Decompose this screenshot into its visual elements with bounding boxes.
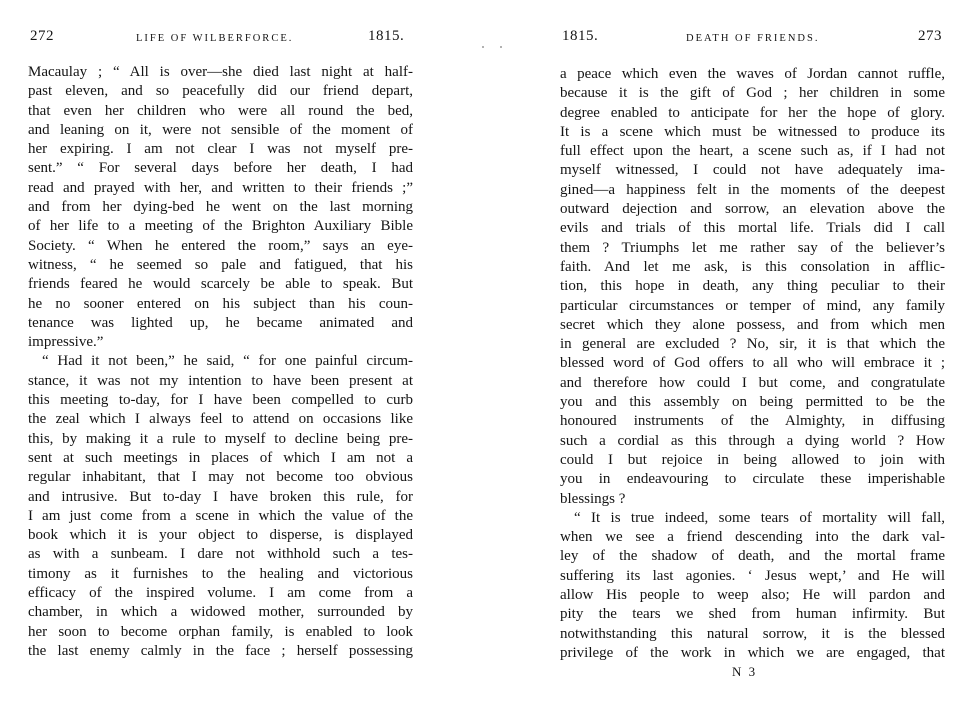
text-line: when we see a friend descending into the dark val- — [560, 529, 945, 546]
text-line: Society. “ When he entered the room,” says an eye- — [28, 237, 413, 254]
text-line: you in endeavouring to circulate these imperishable — [560, 471, 945, 488]
text-line: outward dejection and sorrow, an elevation above the — [560, 201, 945, 218]
text-line: of her life to a meeting of the Brighton Auxiliary Bible — [28, 218, 413, 235]
text-line: book which it is your object to disperse, is displayed — [28, 527, 413, 544]
text-line: particular circumstances or temper of mind, any family — [560, 297, 945, 314]
running-head: LIFE OF WILBERFORCE. — [136, 33, 294, 44]
text-line: friends feared he would scarcely be able to speak. But — [28, 276, 413, 293]
text-line: them ? Triumphs let me rather say of the believer’s — [560, 239, 945, 256]
text-line: regular inhabitant, that I may not become too obvious — [28, 469, 413, 486]
right-page-header — [560, 28, 945, 50]
text-line: this, by making it a rule to myself to decline being pre- — [28, 430, 413, 447]
text-line: that even her children who were all round the bed, — [28, 102, 413, 119]
text-line: and intrusive. But to-day I have broken this rule, for — [28, 488, 413, 505]
text-line: this meeting to-day, for I have been compelled to curb — [28, 392, 413, 409]
text-line: and from her dying-bed he went on the last morning — [28, 199, 413, 216]
text-line: the last enemy calmly in the face ; herself possessing — [28, 642, 413, 659]
text-line: sent at such meetings in places of which I am not a — [28, 449, 413, 466]
header-year: 1815. — [368, 28, 405, 44]
printer-signature-mark: N 3 — [732, 664, 758, 679]
text-line: could I but rejoice in being allowed to join with — [560, 451, 945, 468]
text-line: her expiring. I am not clear I was not myself pre- — [28, 141, 413, 158]
text-line: allow His people to weep also; He will pardon and — [560, 587, 945, 604]
text-line: suffering its last agonies. ‘ Jesus wept,’ and He will — [560, 567, 945, 584]
text-line: tion, this hope in death, any thing peculiar to their — [560, 278, 945, 295]
text-line: evils and trials of this mortal life. Trials did I call — [560, 220, 945, 237]
text-line: a peace which even the waves of Jordan cannot ruffle, — [560, 66, 945, 82]
text-line: degree enabled to anticipate for her the hope of glory. — [560, 104, 945, 121]
text-line: impressive.” — [28, 334, 104, 351]
text-line: I am just come from a scene in which the value of the — [28, 507, 413, 524]
text-line: sent.” “ For several days before her death, I had — [28, 160, 413, 177]
text-line: Macaulay ; “ All is over—she died last night at half- — [28, 64, 413, 80]
text-line: tenance was lighted up, he became animated and — [28, 314, 413, 331]
text-line: gined—a happiness felt in the moments of the deepest — [560, 181, 945, 198]
text-line: blessings ? — [560, 490, 626, 507]
text-line: myself witnessed, I could not have adequately ima- — [560, 162, 945, 179]
left-page-text — [28, 63, 413, 661]
text-line: faith. And let me ask, is this consolation in afflic- — [560, 258, 945, 275]
text-line: blessed word of God offers to all who will embrace it ; — [560, 355, 945, 372]
left-page — [28, 0, 413, 705]
right-page-text — [560, 65, 945, 663]
text-line: and leaning on it, were not sensible of the moment of — [28, 121, 413, 138]
text-line: honoured instruments of the Almighty, in diffusing — [560, 413, 945, 430]
right-page — [560, 0, 945, 705]
text-line: in general are excluded ? No, sir, it is that which the — [560, 336, 945, 353]
text-line: you and this assembly on being permitted to be the — [560, 394, 945, 411]
text-line: “ It is true indeed, some tears of mortality will fall, — [574, 509, 945, 526]
header-year: 1815. — [562, 28, 599, 44]
text-line: “ Had it not been,” he said, “ for one painful circum- — [42, 353, 413, 370]
text-line: past eleven, and so peacefully did our friend depart, — [28, 83, 413, 100]
page-number: 273 — [918, 28, 942, 44]
text-line: It is a scene which must be witnessed to produce its — [560, 123, 945, 140]
text-line: because it is the gift of God ; her children in some — [560, 85, 945, 102]
text-line: privilege of the work in which we are engaged, that — [560, 644, 945, 661]
text-line: read and prayed with her, and written to their friends ;” — [28, 179, 413, 196]
page-number: 272 — [30, 28, 54, 44]
text-line: full effect upon the heart, a scene such as, if I had not — [560, 143, 945, 160]
text-line: the zeal which I always feel to attend on occasions like — [28, 411, 413, 428]
left-page-header — [28, 28, 413, 50]
text-line: timony as it furnishes to the healing and victorious — [28, 565, 413, 582]
running-head: DEATH OF FRIENDS. — [686, 33, 820, 44]
text-line: such a cordial as this through a dying world ? How — [560, 432, 945, 449]
text-line: witness, “ he seemed so pale and fatigued, that his — [28, 256, 413, 273]
text-line: pity the tears we shed from human infirmity. But — [560, 606, 945, 623]
text-line: her soon to become orphan family, is enabled to look — [28, 623, 413, 640]
text-line: stance, it was not my intention to have been present at — [28, 372, 413, 389]
text-line: notwithstanding this natural sorrow, it is the blessed — [560, 625, 945, 642]
text-line: efficacy of the inspired volume. I am come from a — [28, 585, 413, 602]
text-line: he no sooner entered on his subject than his coun- — [28, 295, 413, 312]
text-line: ley of the shadow of death, and the mortal frame — [560, 548, 945, 565]
text-line: as with a sunbeam. I dare not withhold such a tes- — [28, 546, 413, 563]
text-line: secret which they alone possess, and from which men — [560, 316, 945, 333]
text-line: chamber, in which a widowed mother, surrounded by — [28, 604, 413, 621]
gutter-specks — [480, 44, 504, 50]
text-line: and therefore how could I but come, and congratulate — [560, 374, 945, 391]
